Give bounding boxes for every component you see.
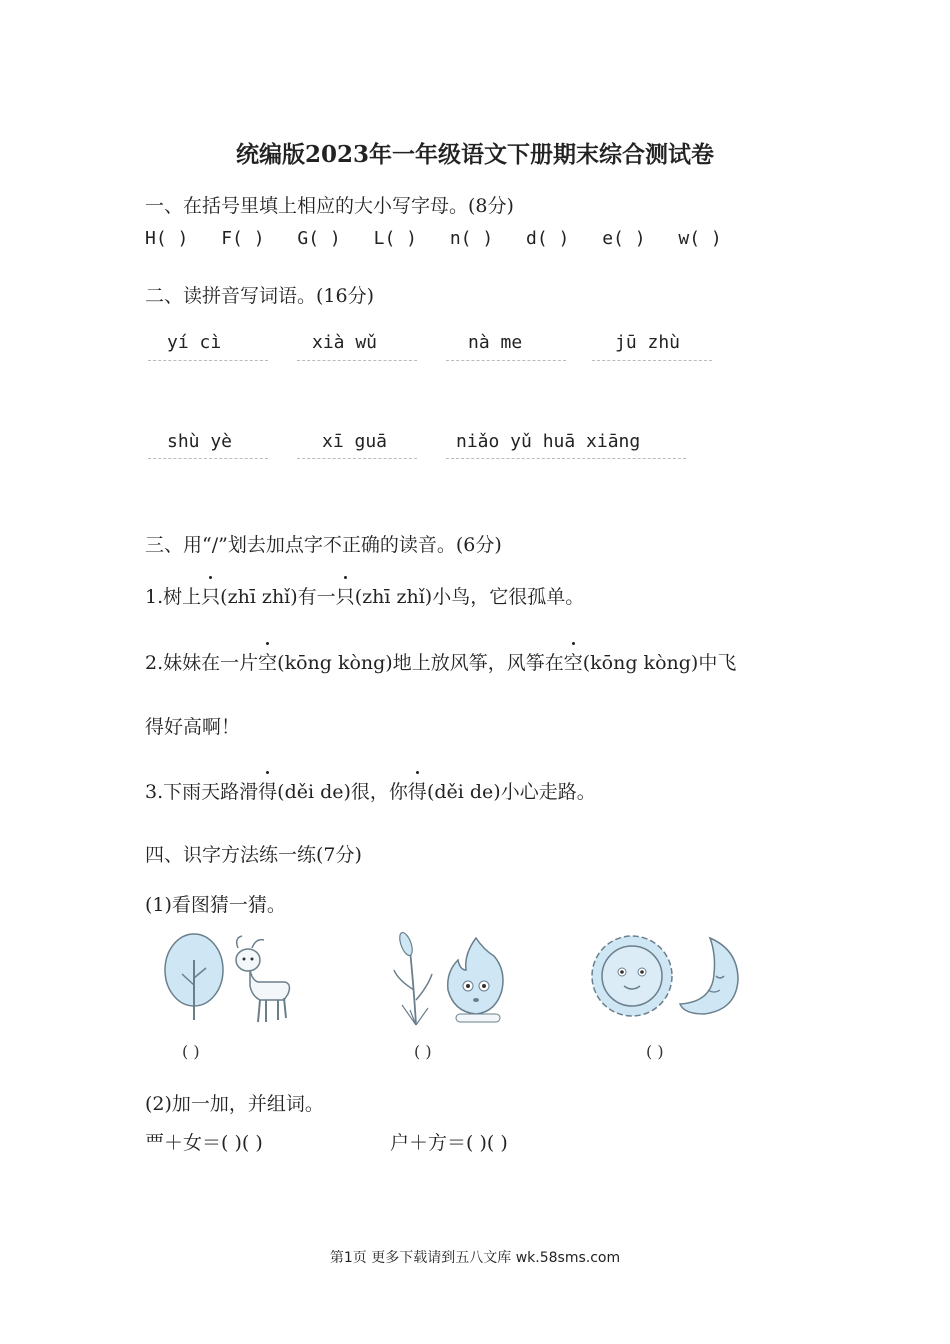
question-text: (děi de)很，你 [277,781,408,803]
question-text: 3.下雨天路滑 [145,781,259,803]
pinyin-word: jū zhù [615,332,681,353]
pinyin-word: niǎo yǔ huā xiāng [456,431,641,452]
pinyin-word: shù yè [167,431,233,452]
moon-icon [680,938,738,1014]
letter-item: n( ) [449,228,494,249]
letter-row [145,228,744,249]
question-text: (zhī zhǐ)有一 [220,586,336,608]
letter-item: d( ) [526,228,570,249]
dotted-char: 空 [258,648,277,675]
question-2-continued: 得好高啊！ [145,716,241,738]
answer-line [592,360,712,361]
answer-line [446,458,686,459]
pinyin-word: nà me [468,332,523,353]
grain-icon [394,931,432,1025]
answer-line [148,360,268,361]
subquestion-1: (1)看图猜一猜。 [145,894,286,916]
subquestion-2: (2)加一加，并组词。 [145,1093,324,1115]
section1-heading: 一、在括号里填上相应的大小写字母。(8分) [145,195,514,217]
question-text: (kōng kòng)中飞 [582,652,737,674]
pinyin-word: yí cì [167,332,222,353]
answer-line [446,360,566,361]
equation-1: 覀＋女＝( )( ) [145,1132,263,1154]
answer-line [148,458,268,459]
letter-item: e( ) [602,228,646,249]
section2-heading: 二、读拼音写词语。(16分) [145,285,375,307]
question-2 [145,648,736,675]
page-footer: 第1页 更多下载请到五八文库 wk.58sms.com [329,1250,621,1266]
question-text: (zhī zhǐ)小鸟，它很孤单。 [354,586,585,608]
question-1 [145,582,584,609]
sun-icon [592,936,672,1016]
letter-item: L( ) [373,228,417,249]
dotted-char: 空 [564,648,583,675]
section4-heading: 四、识字方法练一练(7分) [145,844,362,866]
dotted-char: 得 [408,777,427,804]
page-title: 统编版2023年一年级语文下册期末综合测试卷 [235,141,714,168]
dotted-char: 只 [201,582,220,609]
answer-blank: ( ) [414,1042,432,1061]
question-text: (kōng kòng)地上放风筝，风筝在 [277,652,564,674]
letter-item: F( ) [221,228,265,249]
sun-moon-illustration [588,930,748,1030]
question-3 [145,777,596,804]
goat-icon [236,936,289,1022]
dotted-char: 只 [336,582,355,609]
dotted-char: 得 [258,777,277,804]
fire-icon [448,938,503,1022]
tree-goat-illustration [160,930,300,1025]
equation-2: 户＋方＝( )( ) [390,1132,508,1154]
letter-item: H( ) [145,228,189,249]
answer-line [297,360,417,361]
section3-heading: 三、用“/”划去加点字不正确的读音。(6分) [145,534,502,556]
question-text: 1.树上 [145,586,202,608]
answer-blank: ( ) [646,1042,664,1061]
letter-item: G( ) [297,228,341,249]
pinyin-word: xià wǔ [312,332,378,353]
question-text: (děi de)小心走路。 [426,781,596,803]
answer-line [297,458,417,459]
tree-icon [165,934,223,1020]
question-text: 2.妹妹在一片 [145,652,259,674]
answer-blank: ( ) [182,1042,200,1061]
pinyin-word: xī guā [322,431,388,452]
grain-fire-illustration [388,930,518,1030]
letter-item: w( ) [678,228,722,249]
